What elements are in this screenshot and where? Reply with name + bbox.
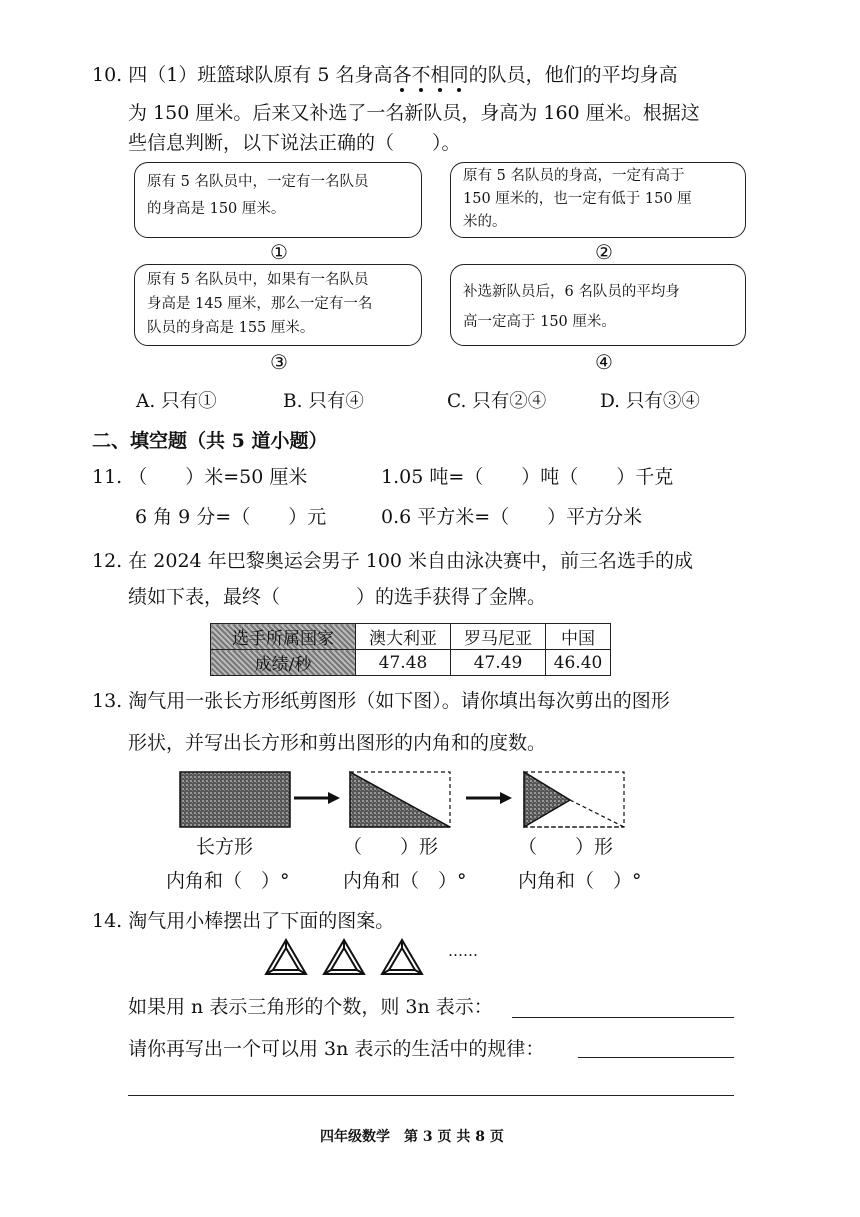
option-d: D. 只有③④: [600, 391, 700, 412]
angle-label-2: 内角和（ ）°: [343, 870, 467, 892]
q10-line3: 些信息判断，以下说法正确的（ ）。: [128, 132, 461, 154]
circled-number-4: ④: [595, 350, 613, 374]
q10-line1-pre: 10. 四（1）班篮球队原有 5 名身高: [92, 64, 393, 86]
statement-box-2: [450, 162, 746, 238]
table-row: [211, 624, 611, 650]
statement-text: 米的。: [463, 214, 507, 230]
answer-line: [128, 1094, 734, 1096]
q10-line1: [92, 66, 678, 85]
cutting-diagram: [170, 760, 650, 840]
statement-text: 队员的身高是 155 厘米。: [147, 320, 315, 336]
table-cell: 罗马尼亚: [451, 624, 546, 650]
circled-number-3: ③: [270, 350, 288, 374]
page-footer: 四年级数学 第 3 页 共 8 页: [320, 1129, 504, 1145]
stick-triangle-icon: [324, 940, 364, 974]
option-c: C. 只有②④: [447, 391, 547, 412]
table-header-cell: 成绩/秒: [211, 650, 356, 676]
table-cell: 澳大利亚: [356, 624, 451, 650]
shape-label-1: 长方形: [196, 836, 254, 858]
table-cell: 中国: [546, 624, 611, 650]
statement-text: 身高是 145 厘米，那么一定有一名: [147, 296, 373, 312]
q10-line2: 为 150 厘米。后来又补选了一名新队员，身高为 160 厘米。根据这: [128, 102, 700, 124]
shape-label-3: （ ）形: [518, 836, 614, 858]
stick-triangle-icon: [382, 940, 422, 974]
answer-line: [578, 1056, 734, 1058]
statement-box-1: [134, 162, 422, 238]
q14-line3: 请你再写出一个可以用 3n 表示的生活中的规律：: [128, 1038, 545, 1060]
arrow-icon: [466, 792, 512, 804]
q14-line2: 如果用 n 表示三角形的个数，则 3n 表示：: [128, 996, 493, 1018]
statement-text: 高一定高于 150 厘米。: [463, 314, 616, 330]
q12-line2: 绩如下表，最终（ ）的选手获得了金牌。: [128, 586, 547, 608]
q11-b: 1.05 吨=（ ）吨（ ）千克: [381, 466, 674, 488]
statement-text: 原有 5 名队员的身高，一定有高于: [463, 168, 685, 184]
stick-triangle-icon: [266, 940, 306, 974]
table-cell: 47.49: [451, 650, 546, 676]
q11-a: 11. （ ）米=50 厘米: [92, 466, 308, 488]
pattern-ellipsis: ……: [448, 942, 478, 960]
statement-text: 150 厘米的，也一定有低于 150 厘: [463, 191, 692, 207]
statement-box-4: [450, 264, 746, 346]
statement-text: 补选新队员后，6 名队员的平均身: [463, 284, 680, 300]
option-a: A. 只有①: [136, 391, 217, 412]
angle-label-1: 内角和（ ）°: [166, 870, 290, 892]
results-table: [210, 623, 611, 676]
statement-text: 原有 5 名队员中，一定有一名队员: [147, 174, 369, 190]
stick-triangles: [262, 936, 442, 980]
table-cell: 46.40: [546, 650, 611, 676]
arrow-icon: [294, 792, 340, 804]
shape-label-2: （ ）形: [343, 836, 439, 858]
table-cell: 47.48: [356, 650, 451, 676]
statement-text: 原有 5 名队员中，如果有一名队员: [147, 272, 369, 288]
emphasis-char: 同: [449, 64, 469, 86]
rectangle-shape: [180, 772, 290, 827]
emphasis-char: 各: [392, 64, 412, 86]
circled-number-1: ①: [270, 240, 288, 264]
right-triangle-cut: [350, 772, 450, 827]
answer-line: [512, 1016, 734, 1018]
table-header-cell: 选手所属国家: [211, 624, 356, 650]
q11-c: 6 角 9 分=（ ）元: [135, 506, 327, 528]
emphasis-char: 相: [430, 64, 450, 86]
triangle-cut: [524, 772, 624, 827]
q10-line1-post: 的队员，他们的平均身高: [468, 64, 678, 86]
emphasis-char: 不: [411, 64, 431, 86]
q11-d: 0.6 平方米=（ ）平方分米: [381, 506, 643, 528]
option-b: B. 只有④: [283, 391, 364, 412]
q13-line1: 13. 淘气用一张长方形纸剪图形（如下图）。请你填出每次剪出的图形: [92, 690, 670, 712]
circled-number-2: ②: [595, 240, 613, 264]
statement-text: 的身高是 150 厘米。: [147, 201, 286, 217]
angle-label-3: 内角和（ ）°: [518, 870, 642, 892]
q14-line1: 14. 淘气用小棒摆出了下面的图案。: [92, 910, 395, 932]
section-title: 二、填空题（共 5 道小题）: [92, 430, 328, 452]
statement-box-3: [134, 264, 422, 346]
q13-line2: 形状，并写出长方形和剪出图形的内角和的度数。: [128, 732, 547, 754]
q12-line1: 12. 在 2024 年巴黎奥运会男子 100 米自由泳决赛中，前三名选手的成: [92, 550, 694, 572]
table-row: [211, 650, 611, 676]
